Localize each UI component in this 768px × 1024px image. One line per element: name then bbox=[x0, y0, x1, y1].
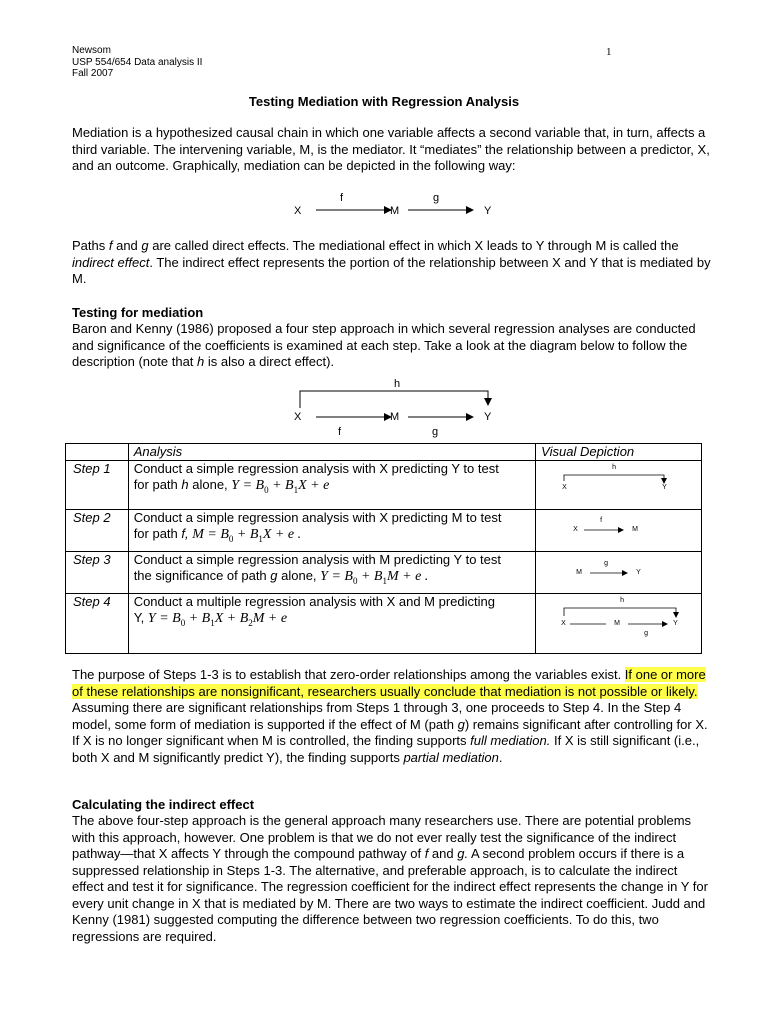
steps-table bbox=[65, 443, 702, 654]
mini-arrows bbox=[536, 510, 694, 551]
table-row bbox=[66, 510, 702, 552]
mediation-diagram-simple bbox=[280, 190, 520, 220]
path-h-label: h bbox=[394, 378, 401, 390]
equation: $M = B_0 + B_1X + e$ . bbox=[192, 527, 302, 544]
path-f-label: f bbox=[600, 517, 603, 524]
text-run: are called direct effects. The mediational effect in which X leads to Y through M is called the bbox=[148, 238, 679, 253]
table-header-empty bbox=[66, 444, 129, 461]
analysis-line bbox=[134, 568, 530, 589]
italic-h: h bbox=[197, 354, 205, 369]
text-run: is also a direct effect). bbox=[204, 354, 335, 369]
step-analysis bbox=[128, 594, 535, 654]
step-label: Step 4 bbox=[66, 594, 129, 654]
node-x: X bbox=[294, 205, 302, 217]
node-y: Y bbox=[484, 205, 492, 217]
analysis-line bbox=[134, 526, 530, 547]
text-run: alone, bbox=[188, 477, 232, 492]
italic-partial-mediation: partial mediation bbox=[403, 749, 499, 765]
mini-diagram bbox=[536, 461, 701, 509]
testing-paragraph bbox=[72, 321, 712, 371]
table-header-analysis: Analysis bbox=[128, 444, 535, 461]
italic-path: h bbox=[181, 477, 189, 492]
italic-f: f bbox=[424, 846, 429, 861]
equation: $Y = B_0 + B_1X + B_2M + e$ bbox=[147, 611, 288, 628]
table-row bbox=[66, 552, 702, 594]
page-header bbox=[72, 45, 202, 80]
visual-depiction bbox=[536, 594, 702, 654]
node-m: M bbox=[390, 205, 400, 217]
node-m: M bbox=[390, 411, 400, 423]
italic-path: f, bbox=[181, 526, 189, 541]
step-label: Step 3 bbox=[66, 552, 129, 594]
text-run: . The indirect effect represents the portion of the relationship between X and Y that is mediated by M. bbox=[72, 254, 711, 286]
text-run: Y, bbox=[133, 610, 148, 625]
analysis-line bbox=[134, 477, 530, 498]
text-run: for path bbox=[133, 477, 182, 492]
analysis-line: Conduct a multiple regression analysis with X and M predicting bbox=[133, 594, 495, 609]
node-y: Y bbox=[662, 484, 667, 491]
equation: $Y = B_0 + B_1M + e$ . bbox=[320, 569, 429, 586]
italic-g: g bbox=[141, 238, 149, 253]
italic-g: g. bbox=[457, 846, 469, 861]
intro-paragraph: Mediation is a hypothesized causal chain in which one variable affects a second variable that, in turn, affects a third variable. The intervening variable, M, is the mediator. It “mediates” the relationship between a predictor, X, and an outcome. Graphically, mediation can be depicted in the following way: bbox=[72, 125, 710, 173]
analysis-line: Conduct a simple regression analysis with X predicting M to test bbox=[133, 510, 502, 525]
text-run: If X is still significant (i.e., both X and M significantly predict Y), the finding supports bbox=[72, 733, 700, 765]
analysis-line bbox=[134, 610, 530, 631]
purpose-paragraph bbox=[72, 667, 712, 766]
text-run: Paths bbox=[72, 238, 109, 253]
text-run: The above four-step approach is the general approach many researchers use. There are potential problems with this approach, however. One problem is that we do not ever really test the significance of the indirect pathway—that X affects Y through the compound pathway of bbox=[72, 813, 692, 861]
analysis-line: Conduct a simple regression analysis with M predicting Y to test bbox=[133, 552, 501, 567]
step-label: Step 1 bbox=[66, 461, 129, 510]
step-analysis bbox=[128, 552, 535, 594]
page-number: 1 bbox=[606, 46, 612, 58]
text-run: Baron and Kenny (1986) proposed a four step approach in which several regression analyses are conducted and significance of the coefficients is examined at each step. Take a look at the diagram below to follow the description (note that bbox=[72, 321, 696, 369]
path-h-label: h bbox=[620, 597, 625, 604]
text-run: . bbox=[498, 749, 503, 765]
node-m: M bbox=[576, 569, 583, 576]
italic-full-mediation: full mediation. bbox=[470, 733, 551, 748]
header-term: Fall 2007 bbox=[72, 68, 114, 79]
italic-g: g bbox=[457, 716, 465, 732]
table-row bbox=[66, 594, 702, 654]
visual-depiction bbox=[536, 510, 702, 552]
path-f-label: f bbox=[340, 192, 344, 204]
path-g-label: g bbox=[432, 426, 439, 438]
step-analysis bbox=[128, 461, 535, 510]
table-row bbox=[66, 461, 702, 510]
visual-depiction bbox=[536, 552, 702, 594]
italic-path: g bbox=[270, 568, 278, 583]
node-m: M bbox=[614, 620, 621, 627]
testing-heading: Testing for mediation bbox=[72, 305, 204, 320]
node-y: Y bbox=[636, 569, 641, 576]
path-f-label: f bbox=[338, 426, 342, 438]
mini-arrows bbox=[536, 552, 694, 593]
mini-diagram bbox=[536, 552, 701, 593]
document-title: Testing Mediation with Regression Analysis bbox=[248, 94, 520, 109]
path-g-label: g bbox=[644, 630, 649, 637]
node-y: Y bbox=[484, 411, 492, 423]
node-x: X bbox=[573, 526, 578, 533]
step-analysis bbox=[128, 510, 535, 552]
path-g-label: g bbox=[433, 192, 440, 204]
visual-depiction bbox=[536, 461, 702, 510]
text-run: the significance of path bbox=[133, 568, 271, 583]
highlighted-text: If one or more of these relationships are nonsignificant, researchers usually conclude that mediation is not possible or likely. bbox=[72, 667, 706, 699]
text-run: and bbox=[428, 846, 458, 861]
path-h-label: h bbox=[612, 464, 617, 471]
text-run: The purpose of Steps 1-3 is to establish that zero-order relationships among the variables exist. bbox=[72, 667, 625, 682]
header-course: USP 554/654 Data analysis II bbox=[72, 56, 203, 68]
equation: $Y = B_0 + B_1X + e$ bbox=[231, 478, 330, 495]
node-y: Y bbox=[673, 620, 678, 627]
text-run: Assuming there are significant relationships from Steps 1 through 3, one proceeds to Step 4. In the Step 4 model, some form of mediation is supported if the effect of M (path bbox=[72, 700, 682, 732]
mediation-diagram-full bbox=[280, 376, 520, 440]
analysis-line: Conduct a simple regression analysis with X predicting Y to test bbox=[133, 461, 499, 476]
text-run: alone, bbox=[277, 568, 321, 583]
node-x: X bbox=[561, 620, 566, 627]
text-run: and bbox=[112, 238, 142, 253]
table-header-visual: Visual Depiction bbox=[536, 444, 702, 461]
header-author: Newsom bbox=[72, 45, 111, 56]
text-run: ) remains significant after controlling for X. If X is no longer significant when M is controlled, the finding supports bbox=[72, 716, 708, 748]
mini-diagram bbox=[536, 510, 701, 551]
indirect-heading: Calculating the indirect effect bbox=[72, 797, 255, 812]
path-g-label: g bbox=[604, 560, 609, 567]
node-m: M bbox=[632, 526, 639, 533]
step-label: Step 2 bbox=[66, 510, 129, 552]
node-x: X bbox=[294, 411, 302, 423]
italic-indirect-effect: indirect effect bbox=[72, 254, 150, 270]
paths-paragraph bbox=[72, 238, 712, 288]
text-run: for path bbox=[133, 526, 182, 541]
node-x: X bbox=[562, 484, 567, 491]
indirect-paragraph bbox=[72, 813, 712, 945]
italic-f: f bbox=[108, 238, 113, 253]
text-run: A second problem occurs if there is a suppressed relationship in Steps 1-3. The alternative, and preferable approach, is to calculate the indirect effect and test it for significance. The regression coefficient for the indirect effect represents the change in Y for every unit change in X that is mediated by M. There are two ways to estimate the indirect coefficient. Judd and Kenny (1981) suggested computing the difference between two regression coefficients. To do this, two regressions are required. bbox=[72, 846, 708, 944]
table-header-row bbox=[66, 444, 702, 461]
mini-diagram bbox=[536, 594, 701, 653]
